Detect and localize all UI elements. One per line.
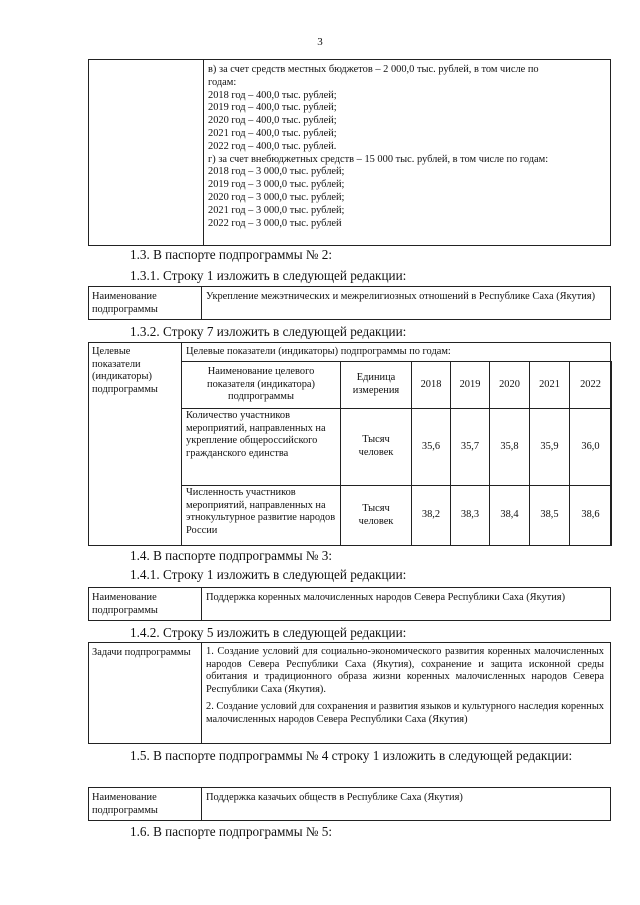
indicator-value: 38,4: [490, 486, 530, 546]
funding-line: г) за счет внебюджетных средств – 15 000 тыс. рублей, в том числе по годам:: [208, 153, 549, 165]
indicator-value: 35,7: [451, 409, 490, 486]
name-label: Наименование подпрограммы: [92, 291, 158, 315]
col-header-year: 2020: [490, 362, 530, 409]
subprogram-3-name-table: [88, 587, 611, 621]
tasks-label: Задачи подпрограммы: [92, 647, 191, 658]
indicator-value: 36,0: [570, 409, 612, 486]
name-value: Поддержка казачьих обществ в Республике Саха (Якутия): [206, 792, 463, 803]
name-value: Укрепление межэтнических и межрелигиозных отношений в Республике Саха (Якутия): [206, 291, 596, 302]
column-divider: [203, 59, 204, 245]
col-header-year: 2019: [451, 362, 490, 409]
funding-line: в) за счет средств местных бюджетов – 2 000,0 тыс. рублей, в том числе по: [208, 64, 539, 75]
heading-1-3-1: 1.3.1. Строку 1 изложить в следующей редакции:: [130, 268, 407, 283]
indicators-grid: [181, 361, 612, 546]
indicator-value: 35,8: [490, 409, 530, 486]
name-value: Поддержка коренных малочисленных народов Севера Республики Саха (Якутия): [206, 592, 566, 603]
indicator-value: 38,5: [530, 486, 570, 546]
table-row: [182, 486, 612, 546]
col-header-year: 2021: [530, 362, 570, 409]
indicator-unit: Тысяч человек: [341, 486, 412, 546]
col-header-unit: Единица измерения: [341, 362, 412, 409]
name-label: Наименование подпрограммы: [92, 592, 158, 616]
funding-line: 2020 год – 3 000,0 тыс. рублей;: [208, 191, 345, 203]
col-header-name: Наименование целевого показателя (индикатора) подпрограммы: [182, 362, 341, 409]
subprogram-2-name-table: [88, 286, 611, 320]
funding-line: 2020 год – 400,0 тыс. рублей;: [208, 115, 337, 127]
indicator-name: Численность участников мероприятий, направленных на этнокультурное развитие народов России: [182, 486, 341, 546]
funding-table: [88, 59, 611, 246]
heading-1-3: 1.3. В паспорте подпрограммы № 2:: [130, 247, 332, 262]
indicator-value: 35,6: [412, 409, 451, 486]
page-number: 3: [317, 36, 323, 48]
indicator-value: 35,9: [530, 409, 570, 486]
indicator-value: 38,2: [412, 486, 451, 546]
task-2: 2. Создание условий для сохранения и развития языков и культурного наследия коренных малочисленных народов Севера Республики Саха (Якутия): [206, 701, 604, 725]
funding-line: 2018 год – 400,0 тыс. рублей;: [208, 89, 337, 101]
heading-1-4: 1.4. В паспорте подпрограммы № 3:: [130, 548, 332, 563]
heading-1-4-2: 1.4.2. Строку 5 изложить в следующей редакции:: [130, 625, 407, 640]
funding-line: 2021 год – 3 000,0 тыс. рублей;: [208, 204, 345, 216]
funding-line: 2019 год – 3 000,0 тыс. рублей;: [208, 179, 345, 191]
task-1: 1. Создание условий для социально-экономического развития коренных малочисленных народов Севера Республики Саха (Якутия), сохранение и защита исконной среды обитания и традиционного образа жизни коренных малочисленных народов Севера Республики Саха (Якутия).: [206, 646, 604, 695]
col-header-year: 2022: [570, 362, 612, 409]
indicator-value: 38,6: [570, 486, 612, 546]
funding-line: 2022 год – 3 000,0 тыс. рублей: [208, 217, 342, 229]
indicator-unit: Тысяч человек: [341, 409, 412, 486]
heading-1-3-2: 1.3.2. Строку 7 изложить в следующей редакции:: [130, 324, 407, 339]
indicators-table: [88, 342, 611, 546]
col-header-year: 2018: [412, 362, 451, 409]
indicator-name: Количество участников мероприятий, направленных на укрепление общероссийского гражданского единства: [182, 409, 341, 486]
subprogram-4-name-table: [88, 787, 611, 821]
funding-line: 2019 год – 400,0 тыс. рублей;: [208, 102, 337, 114]
indicator-value: 38,3: [451, 486, 490, 546]
funding-text: [208, 64, 608, 230]
funding-line: годам:: [208, 76, 237, 88]
targets-label: Целевые показатели (индикаторы) подпрограммы: [92, 346, 158, 395]
funding-line: 2022 год – 400,0 тыс. рублей.: [208, 140, 337, 152]
heading-1-6: 1.6. В паспорте подпрограммы № 5:: [130, 824, 332, 839]
funding-line: 2018 год – 3 000,0 тыс. рублей;: [208, 166, 345, 178]
name-label: Наименование подпрограммы: [92, 792, 158, 816]
subprogram-3-tasks-table: [88, 642, 611, 744]
table-row: [182, 409, 612, 486]
heading-1-4-1: 1.4.1. Строку 1 изложить в следующей редакции:: [130, 567, 407, 582]
targets-caption: Целевые показатели (индикаторы) подпрограммы по годам:: [186, 346, 451, 357]
funding-line: 2021 год – 400,0 тыс. рублей;: [208, 127, 337, 139]
heading-1-5: 1.5. В паспорте подпрограммы № 4 строку 1 изложить в следующей редакции:: [130, 748, 573, 763]
